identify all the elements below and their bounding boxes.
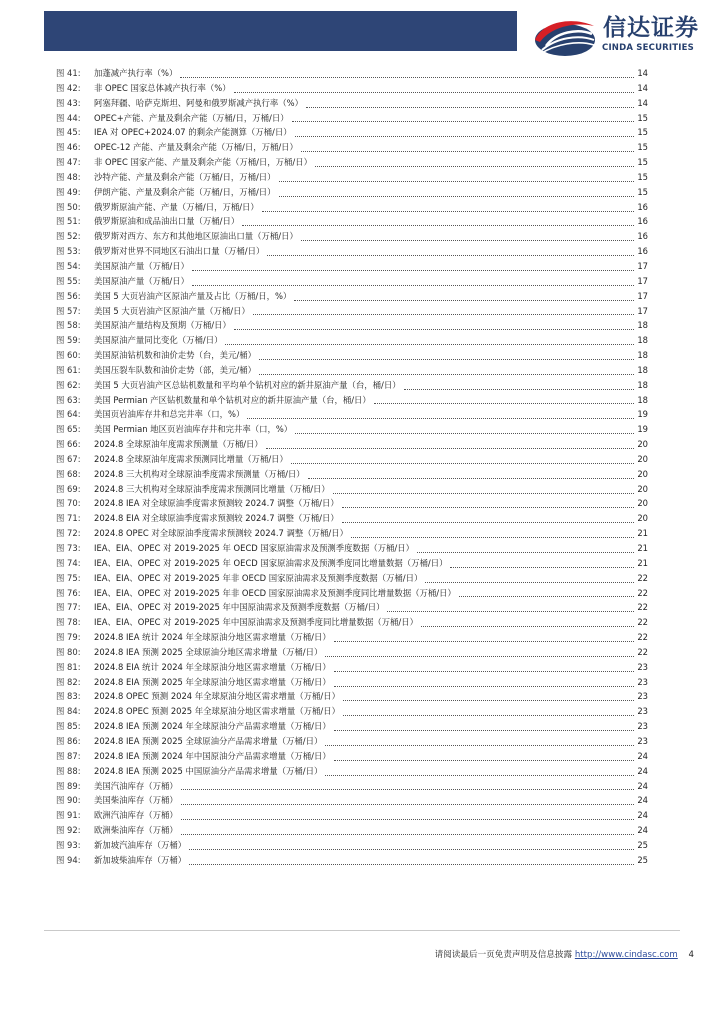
toc-leader-dots: [374, 402, 635, 404]
toc-page-number: 20: [637, 439, 648, 450]
logo-chinese-name: 信达证券: [603, 15, 699, 41]
toc-page-number: 20: [637, 483, 648, 494]
toc-leader-dots: [234, 328, 635, 330]
toc-figure-number: 图 79:: [56, 632, 81, 643]
toc-figure-number: 图 51:: [56, 216, 81, 227]
toc-entry[interactable]: [56, 348, 648, 363]
toc-figure-number: 图 81:: [56, 661, 81, 672]
toc-entry[interactable]: [56, 422, 648, 437]
toc-page-number: 21: [637, 543, 648, 553]
toc-entry[interactable]: [56, 541, 648, 556]
toc-figure-number: 图 52:: [56, 231, 81, 242]
toc-page-number: 16: [637, 231, 648, 242]
toc-page-number: 23: [637, 735, 648, 746]
toc-figure-title: 沙特产能、产量及剩余产能（万桶/日，万桶/日）: [94, 171, 276, 182]
toc-leader-dots: [342, 521, 635, 523]
toc-leader-dots: [334, 729, 635, 731]
toc-page-number: 17: [637, 290, 648, 301]
toc-figure-number: 图 71:: [56, 513, 81, 524]
toc-leader-dots: [459, 595, 634, 597]
toc-page-number: 22: [637, 632, 648, 643]
toc-figure-title: 非 OPEC 国家总体减产执行率（%）: [94, 82, 231, 93]
toc-page-number: 14: [637, 68, 648, 78]
toc-entry[interactable]: [56, 111, 648, 126]
toc-entry[interactable]: [56, 689, 648, 704]
toc-leader-dots: [306, 106, 634, 108]
toc-leader-dots: [180, 76, 634, 78]
toc-entry[interactable]: [56, 66, 648, 81]
toc-page-number: 24: [637, 750, 648, 761]
toc-figure-title: 欧洲柴油库存（万桶）: [94, 825, 178, 836]
toc-figure-title: 美国压裂车队数和油价走势（部，美元/桶）: [94, 364, 256, 375]
toc-entry[interactable]: [56, 363, 648, 378]
toc-figure-title: 2024.8 全球原油年度需求预测同比增量（万桶/日）: [94, 453, 288, 464]
toc-page-number: 22: [637, 572, 648, 583]
cinda-logo: [532, 14, 712, 58]
toc-figure-title: 欧洲汽油库存（万桶）: [94, 810, 178, 821]
toc-leader-dots: [181, 788, 635, 790]
toc-leader-dots: [294, 299, 634, 301]
toc-leader-dots: [301, 150, 634, 152]
toc-entry[interactable]: [56, 808, 648, 823]
toc-leader-dots: [262, 210, 635, 212]
toc-figure-number: 图 91:: [56, 810, 81, 821]
toc-page-number: 22: [637, 617, 648, 628]
toc-page-number: 15: [637, 186, 648, 197]
toc-leader-dots: [308, 477, 635, 479]
toc-entry[interactable]: [56, 229, 648, 244]
toc-leader-dots: [301, 239, 635, 241]
toc-leader-dots: [259, 358, 634, 360]
toc-entry[interactable]: [56, 244, 648, 259]
toc-page-number: 18: [637, 394, 648, 405]
toc-figure-title: 2024.8 IEA 预测 2025 中国原油分产品需求增量（万桶/日）: [94, 765, 323, 776]
toc-entry[interactable]: [56, 467, 648, 482]
toc-page-number: 24: [637, 765, 648, 776]
toc-page-number: 16: [637, 201, 648, 212]
toc-page-number: 17: [637, 275, 648, 286]
toc-figure-title: IEA、EIA、OPEC 对 2019-2025 年 OECD 国家原油需求及预测季度数据（万桶/日）: [94, 543, 414, 553]
toc-page-number: 23: [637, 706, 648, 717]
toc-figure-number: 图 90:: [56, 795, 81, 806]
toc-entry[interactable]: [56, 749, 648, 764]
toc-figure-number: 图 82:: [56, 676, 81, 687]
toc-leader-dots: [267, 254, 634, 256]
toc-figure-title: IEA、EIA、OPEC 对 2019-2025 年非 OECD 国家原油需求及预测季度数据（万桶/日）: [94, 572, 423, 583]
toc-figure-number: 图 55:: [56, 275, 81, 286]
toc-figure-number: 图 86:: [56, 735, 81, 746]
toc-figure-title: 美国 Permian 地区页岩油库存井和完井率（口，%）: [94, 424, 293, 435]
toc-figure-number: 图 68:: [56, 468, 81, 479]
toc-figure-number: 图 63:: [56, 394, 81, 405]
toc-entry[interactable]: [56, 274, 648, 289]
toc-figure-title: 加蓬减产执行率（%）: [94, 68, 178, 78]
toc-figure-number: 图 54:: [56, 260, 81, 271]
toc-figure-number: 图 85:: [56, 721, 81, 732]
toc-entry[interactable]: [56, 675, 648, 690]
footer: [435, 948, 694, 960]
toc-figure-title: 美国 5 大页岩油产区原油产量及占比（万桶/日，%）: [94, 290, 292, 301]
footer-divider: [44, 930, 680, 931]
toc-leader-dots: [247, 417, 634, 419]
toc-figure-title: 新加坡柴油库存（万桶）: [94, 854, 187, 865]
toc-figure-number: 图 53:: [56, 246, 81, 257]
toc-entry[interactable]: [56, 437, 648, 452]
toc-figure-number: 图 62:: [56, 379, 81, 390]
toc-figure-number: 图 43:: [56, 97, 81, 108]
toc-page-number: 24: [637, 825, 648, 836]
toc-leader-dots: [334, 640, 635, 642]
toc-page-number: 19: [637, 409, 648, 420]
toc-figure-number: 图 56:: [56, 290, 81, 301]
toc-figure-title: 美国原油产量（万桶/日）: [94, 260, 189, 271]
toc-figure-title: 美国原油产量（万桶/日）: [94, 275, 189, 286]
toc-leader-dots: [325, 774, 634, 776]
toc-figure-number: 图 66:: [56, 439, 81, 450]
figure-list: [56, 66, 648, 868]
toc-figure-title: 美国原油钻机数和油价走势（台，美元/桶）: [94, 350, 256, 361]
toc-entry[interactable]: [56, 289, 648, 304]
toc-entry[interactable]: [56, 838, 648, 853]
toc-leader-dots: [342, 506, 635, 508]
toc-leader-dots: [192, 284, 634, 286]
toc-figure-number: 图 73:: [56, 543, 81, 553]
toc-figure-title: 伊朗产能、产量及剩余产能（万桶/日，万桶/日）: [94, 186, 276, 197]
toc-entry[interactable]: [56, 719, 648, 734]
toc-leader-dots: [421, 625, 634, 627]
toc-figure-number: 图 75:: [56, 572, 81, 583]
toc-page-number: 15: [637, 171, 648, 182]
toc-entry[interactable]: [56, 764, 648, 779]
toc-figure-title: 2024.8 全球原油年度需求预测量（万桶/日）: [94, 439, 263, 450]
toc-page-number: 15: [637, 127, 648, 138]
toc-leader-dots: [279, 180, 635, 182]
toc-entry[interactable]: [56, 333, 648, 348]
header-banner: [44, 11, 517, 51]
toc-leader-dots: [351, 536, 634, 538]
toc-figure-title: 俄罗斯原油和成品油出口量（万桶/日）: [94, 216, 240, 227]
toc-figure-title: 新加坡汽油库存（万桶）: [94, 839, 187, 850]
toc-page-number: 16: [637, 246, 648, 257]
toc-figure-number: 图 70:: [56, 498, 81, 509]
toc-page-number: 16: [637, 216, 648, 227]
toc-page-number: 15: [637, 112, 648, 123]
toc-leader-dots: [279, 195, 635, 197]
toc-figure-title: IEA 对 OPEC+2024.07 的剩余产能测算（万桶/日）: [94, 127, 292, 138]
toc-leader-dots: [242, 224, 634, 226]
toc-entry[interactable]: [56, 511, 648, 526]
toc-entry[interactable]: [56, 823, 648, 838]
toc-figure-title: 2024.8 IEA 统计 2024 年全球原油分地区需求增量（万桶/日）: [94, 632, 331, 643]
toc-figure-title: 美国汽油库存（万桶）: [94, 780, 178, 791]
toc-page-number: 14: [637, 97, 648, 108]
toc-entry[interactable]: [56, 125, 648, 140]
toc-figure-title: 2024.8 IEA 预测 2024 年中国原油分产品需求增量（万桶/日）: [94, 750, 331, 761]
toc-page-number: 24: [637, 810, 648, 821]
toc-entry[interactable]: [56, 140, 648, 155]
toc-figure-number: 图 49:: [56, 186, 81, 197]
toc-entry[interactable]: [56, 526, 648, 541]
toc-figure-title: 2024.8 EIA 对全球原油季度需求预测较 2024.7 调整（万桶/日）: [94, 513, 339, 524]
toc-figure-title: IEA、EIA、OPEC 对 2019-2025 年中国原油需求及预测季度数据（万桶/日）: [94, 602, 385, 613]
toc-leader-dots: [387, 610, 634, 612]
toc-figure-number: 图 47:: [56, 157, 81, 168]
toc-figure-title: IEA、EIA、OPEC 对 2019-2025 年非 OECD 国家原油需求及预测季度同比增量数据（万桶/日）: [94, 587, 456, 598]
toc-entry[interactable]: [56, 214, 648, 229]
toc-page-number: 24: [637, 795, 648, 806]
toc-page-number: 20: [637, 498, 648, 509]
toc-figure-number: 图 65:: [56, 424, 81, 435]
toc-figure-number: 图 59:: [56, 335, 81, 346]
toc-figure-title: OPEC+产能、产量及剩余产能（万桶/日，万桶/日）: [94, 112, 289, 123]
toc-figure-title: 美国柴油库存（万桶）: [94, 795, 178, 806]
toc-leader-dots: [333, 492, 635, 494]
toc-leader-dots: [266, 447, 635, 449]
toc-page-number: 18: [637, 350, 648, 361]
toc-entry[interactable]: [56, 452, 648, 467]
toc-leader-dots: [325, 655, 634, 657]
toc-leader-dots: [181, 818, 635, 820]
toc-figure-title: 俄罗斯原油产能、产量（万桶/日，万桶/日）: [94, 201, 259, 212]
toc-page-number: 21: [637, 528, 648, 539]
toc-figure-number: 图 44:: [56, 112, 81, 123]
toc-figure-title: 2024.8 IEA 预测 2025 全球原油分地区需求增量（万桶/日）: [94, 646, 323, 657]
toc-figure-number: 图 50:: [56, 201, 81, 212]
toc-entry[interactable]: [56, 571, 648, 586]
toc-figure-title: 2024.8 IEA 预测 2024 年全球原油分产品需求增量（万桶/日）: [94, 721, 331, 732]
toc-entry[interactable]: [56, 407, 648, 422]
toc-figure-title: 俄罗斯对世界不同地区石油出口量（万桶/日）: [94, 246, 265, 257]
toc-leader-dots: [450, 566, 634, 568]
toc-figure-title: OPEC-12 产能、产量及剩余产能（万桶/日，万桶/日）: [94, 142, 298, 153]
toc-figure-title: 2024.8 三大机构对全球原油季度需求预测同比增量（万桶/日）: [94, 483, 330, 494]
toc-figure-number: 图 83:: [56, 691, 81, 702]
toc-figure-title: 美国页岩油库存井和总完井率（口，%）: [94, 409, 245, 420]
toc-page-number: 18: [637, 335, 648, 346]
toc-page-number: 24: [637, 780, 648, 791]
toc-figure-title: 2024.8 三大机构对全球原油季度需求预测量（万桶/日）: [94, 468, 305, 479]
toc-page-number: 20: [637, 453, 648, 464]
toc-leader-dots: [295, 135, 635, 137]
toc-figure-number: 图 94:: [56, 854, 81, 865]
toc-leader-dots: [292, 120, 635, 122]
toc-figure-number: 图 41:: [56, 68, 81, 78]
toc-figure-number: 图 77:: [56, 602, 81, 613]
toc-figure-title: 非 OPEC 国家产能、产量及剩余产能（万桶/日，万桶/日）: [94, 157, 312, 168]
toc-leader-dots: [417, 551, 634, 553]
toc-leader-dots: [291, 462, 634, 464]
toc-figure-title: IEA、EIA、OPEC 对 2019-2025 年中国原油需求及预测季度同比增量数据（万桶/日）: [94, 617, 418, 628]
toc-page-number: 20: [637, 468, 648, 479]
toc-figure-number: 图 48:: [56, 171, 81, 182]
toc-page-number: 23: [637, 661, 648, 672]
toc-entry[interactable]: [56, 630, 648, 645]
toc-figure-title: 2024.8 OPEC 预测 2025 年全球原油分地区需求增量（万桶/日）: [94, 706, 340, 717]
toc-entry[interactable]: [56, 482, 648, 497]
toc-leader-dots: [295, 432, 634, 434]
footer-disclaimer: 请阅读最后一页免责声明及信息披露: [434, 950, 573, 960]
toc-figure-number: 图 93:: [56, 839, 81, 850]
toc-entry[interactable]: [56, 170, 648, 185]
toc-entry[interactable]: [56, 600, 648, 615]
toc-page-number: 18: [637, 364, 648, 375]
toc-figure-number: 图 87:: [56, 750, 81, 761]
toc-figure-number: 图 76:: [56, 587, 81, 598]
toc-figure-number: 图 60:: [56, 350, 81, 361]
toc-figure-title: 2024.8 EIA 预测 2025 年全球原油分地区需求增量（万桶/日）: [94, 676, 331, 687]
toc-figure-title: 美国原油产量同比变化（万桶/日）: [94, 335, 223, 346]
toc-page-number: 23: [637, 691, 648, 702]
toc-entry[interactable]: [56, 793, 648, 808]
toc-leader-dots: [343, 699, 634, 701]
toc-leader-dots: [425, 581, 634, 583]
toc-leader-dots: [189, 848, 634, 850]
toc-figure-number: 图 69:: [56, 483, 81, 494]
toc-entry[interactable]: [56, 556, 648, 571]
toc-entry[interactable]: [56, 645, 648, 660]
toc-page-number: 22: [637, 646, 648, 657]
toc-leader-dots: [189, 863, 634, 865]
toc-figure-number: 图 67:: [56, 453, 81, 464]
toc-figure-title: 2024.8 EIA 统计 2024 年全球原油分地区需求增量（万桶/日）: [94, 661, 331, 672]
toc-figure-title: 美国 5 大页岩油产区总钻机数量和平均单个钻机对应的新井原油产量（台，桶/日）: [94, 379, 401, 390]
toc-figure-title: 2024.8 IEA 预测 2025 全球原油分产品需求增量（万桶/日）: [94, 735, 323, 746]
website-link[interactable]: http://www.cindasc.com: [574, 950, 678, 960]
toc-figure-number: 图 78:: [56, 617, 81, 628]
toc-leader-dots: [404, 388, 635, 390]
toc-page-number: 18: [637, 379, 648, 390]
toc-figure-number: 图 72:: [56, 528, 81, 539]
toc-figure-title: 阿塞拜疆、哈萨克斯坦、阿曼和俄罗斯减产执行率（%）: [94, 97, 303, 108]
cinda-logo-mark-icon: [532, 14, 598, 58]
toc-leader-dots: [334, 685, 635, 687]
toc-figure-number: 图 61:: [56, 364, 81, 375]
toc-page-number: 23: [637, 721, 648, 732]
logo-english-name: CINDA SECURITIES: [602, 43, 694, 53]
toc-leader-dots: [234, 91, 635, 93]
toc-leader-dots: [181, 833, 635, 835]
toc-figure-title: 2024.8 IEA 对全球原油季度需求预测较 2024.7 调整（万桶/日）: [94, 498, 339, 509]
toc-page-number: 25: [637, 839, 648, 850]
toc-entry[interactable]: [56, 734, 648, 749]
page-number: 4: [688, 950, 694, 960]
toc-entry[interactable]: [56, 155, 648, 170]
toc-figure-number: 图 42:: [56, 82, 81, 93]
toc-figure-number: 图 64:: [56, 409, 81, 420]
toc-entry[interactable]: [56, 853, 648, 868]
toc-figure-title: 俄罗斯对西方、东方和其他地区原油出口量（万桶/日）: [94, 231, 298, 242]
toc-entry[interactable]: [56, 496, 648, 511]
toc-leader-dots: [334, 670, 635, 672]
toc-entry[interactable]: [56, 200, 648, 215]
toc-page-number: 17: [637, 305, 648, 316]
toc-leader-dots: [343, 714, 634, 716]
toc-entry[interactable]: [56, 704, 648, 719]
toc-figure-title: IEA、EIA、OPEC 对 2019-2025 年 OECD 国家原油需求及预测季度同比增量数据（万桶/日）: [94, 557, 448, 568]
toc-page-number: 19: [637, 424, 648, 435]
toc-page-number: 20: [637, 513, 648, 524]
toc-leader-dots: [225, 343, 634, 345]
toc-entry[interactable]: [56, 318, 648, 333]
toc-entry[interactable]: [56, 259, 648, 274]
toc-entry[interactable]: [56, 393, 648, 408]
toc-figure-number: 图 46:: [56, 142, 81, 153]
toc-leader-dots: [259, 373, 634, 375]
toc-entry[interactable]: [56, 779, 648, 794]
toc-figure-number: 图 88:: [56, 765, 81, 776]
toc-page-number: 15: [637, 142, 648, 153]
toc-page-number: 23: [637, 676, 648, 687]
toc-page-number: 21: [637, 557, 648, 568]
toc-entry[interactable]: [56, 185, 648, 200]
toc-page-number: 15: [637, 157, 648, 168]
toc-figure-number: 图 74:: [56, 557, 81, 568]
toc-figure-number: 图 45:: [56, 127, 81, 138]
toc-entry[interactable]: [56, 378, 648, 393]
toc-entry[interactable]: [56, 304, 648, 319]
toc-figure-title: 美国 5 大页岩油产区原油产量（万桶/日）: [94, 305, 250, 316]
toc-figure-title: 美国 Permian 产区钻机数量和单个钻机对应的新井原油产量（台，桶/日）: [94, 394, 371, 405]
toc-figure-number: 图 58:: [56, 320, 81, 331]
toc-entry[interactable]: [56, 615, 648, 630]
toc-entry[interactable]: [56, 586, 648, 601]
toc-entry[interactable]: [56, 96, 648, 111]
toc-leader-dots: [325, 744, 634, 746]
toc-figure-number: 图 92:: [56, 825, 81, 836]
toc-figure-number: 图 80:: [56, 646, 81, 657]
toc-figure-number: 图 84:: [56, 706, 81, 717]
toc-figure-title: 2024.8 OPEC 对全球原油季度需求预测较 2024.7 调整（万桶/日）: [94, 528, 348, 539]
toc-leader-dots: [334, 759, 635, 761]
toc-figure-title: 美国原油产量结构及预期（万桶/日）: [94, 320, 231, 331]
toc-leader-dots: [192, 269, 634, 271]
toc-figure-number: 图 89:: [56, 780, 81, 791]
toc-page-number: 14: [637, 82, 648, 93]
toc-page-number: 17: [637, 260, 648, 271]
toc-figure-number: 图 57:: [56, 305, 81, 316]
toc-page-number: 22: [637, 602, 648, 613]
toc-entry[interactable]: [56, 81, 648, 96]
toc-leader-dots: [315, 165, 634, 167]
toc-entry[interactable]: [56, 660, 648, 675]
toc-leader-dots: [181, 803, 635, 805]
toc-leader-dots: [253, 313, 634, 315]
toc-page-number: 18: [637, 320, 648, 331]
toc-page-number: 25: [637, 854, 648, 865]
toc-figure-title: 2024.8 OPEC 预测 2024 年全球原油分地区需求增量（万桶/日）: [94, 691, 340, 702]
toc-page-number: 22: [637, 587, 648, 598]
